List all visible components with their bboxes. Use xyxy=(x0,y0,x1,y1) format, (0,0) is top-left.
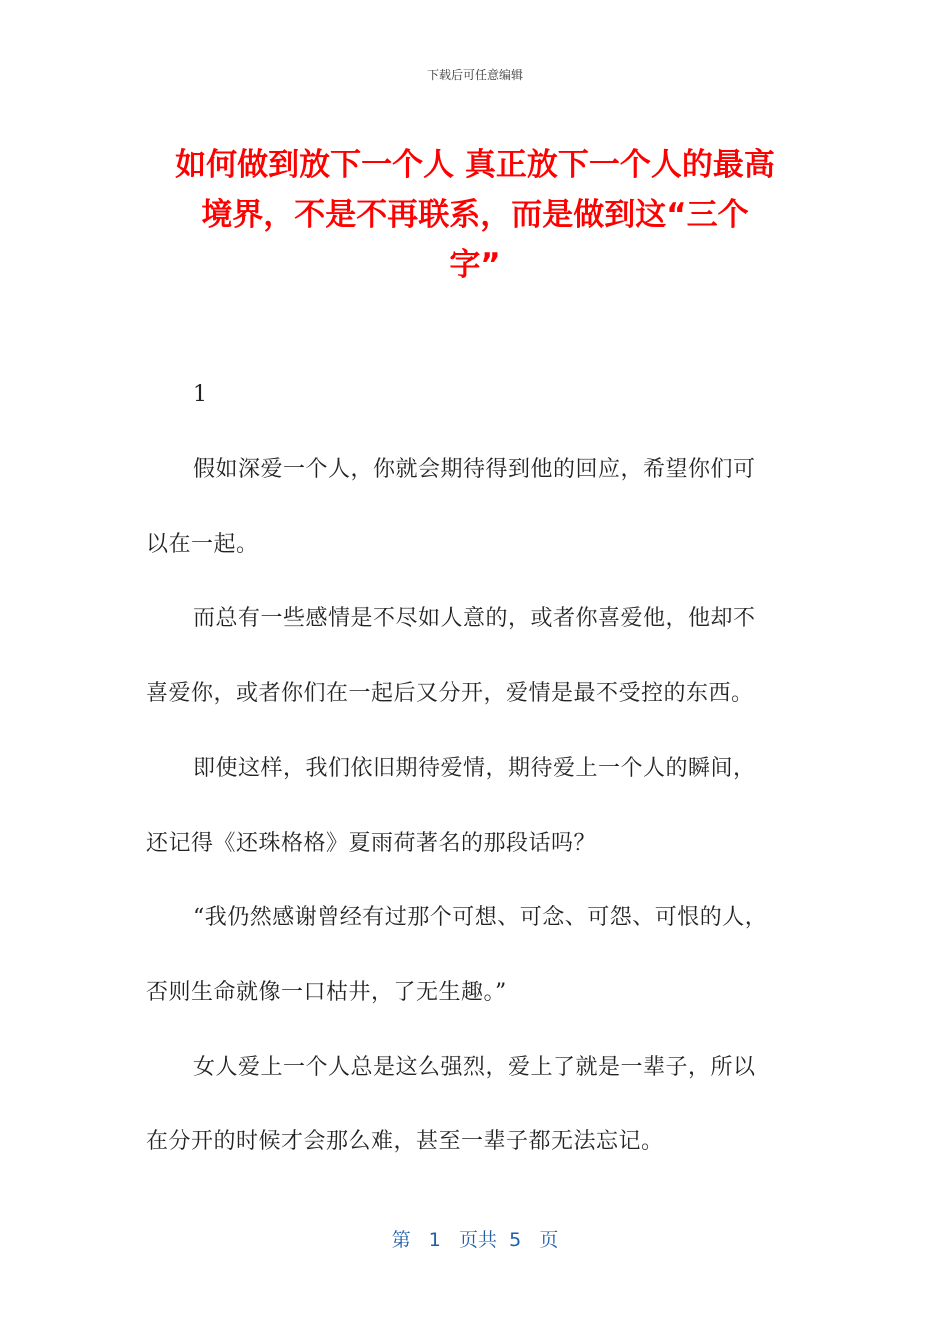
page-header-note: 下载后可任意编辑 xyxy=(426,68,523,82)
paragraph-line: 还记得《还珠格格》夏雨荷著名的那段话吗？ xyxy=(146,831,597,856)
title-line-2: 境界，不是不再联系，而是做到这“三个 xyxy=(201,197,749,233)
paragraph-line: 而总有一些感情是不尽如人意的，或者你喜爱他，他却不 xyxy=(193,606,756,631)
paragraph-line: 喜爱你，或者你们在一起后又分开，爱情是最不受控的东西。 xyxy=(146,681,754,706)
current-page-number: 1 xyxy=(428,1229,441,1251)
quote-line: “我仍然感谢曾经有过那个可想、可念、可怨、可恨的人， xyxy=(193,905,768,930)
total-pages-number: 5 xyxy=(509,1229,522,1251)
page-label-prefix: 第 xyxy=(391,1229,411,1251)
quote-line: 否则生命就像一口枯井，了无生趣。” xyxy=(146,980,507,1005)
paragraph-line: 在分开的时候才会那么难，甚至一辈子都无法忘记。 xyxy=(146,1129,664,1154)
page-label-suffix: 页 xyxy=(539,1229,559,1251)
paragraph-line: 假如深爱一个人，你就会期待得到他的回应，希望你们可 xyxy=(193,457,756,482)
title-line-3: 字” xyxy=(449,247,501,283)
page-label-mid: 页共 xyxy=(459,1229,498,1251)
section-number: 1 xyxy=(193,382,208,407)
page-footer xyxy=(0,1225,950,1252)
paragraph-line: 即使这样，我们依旧期待爱情，期待爱上一个人的瞬间， xyxy=(193,756,756,781)
paragraph-line: 女人爱上一个人总是这么强烈，爱上了就是一辈子，所以 xyxy=(193,1055,756,1080)
title-line-1: 如何做到放下一个人 真正放下一个人的最高 xyxy=(175,147,775,183)
paragraph-line: 以在一起。 xyxy=(146,532,259,557)
